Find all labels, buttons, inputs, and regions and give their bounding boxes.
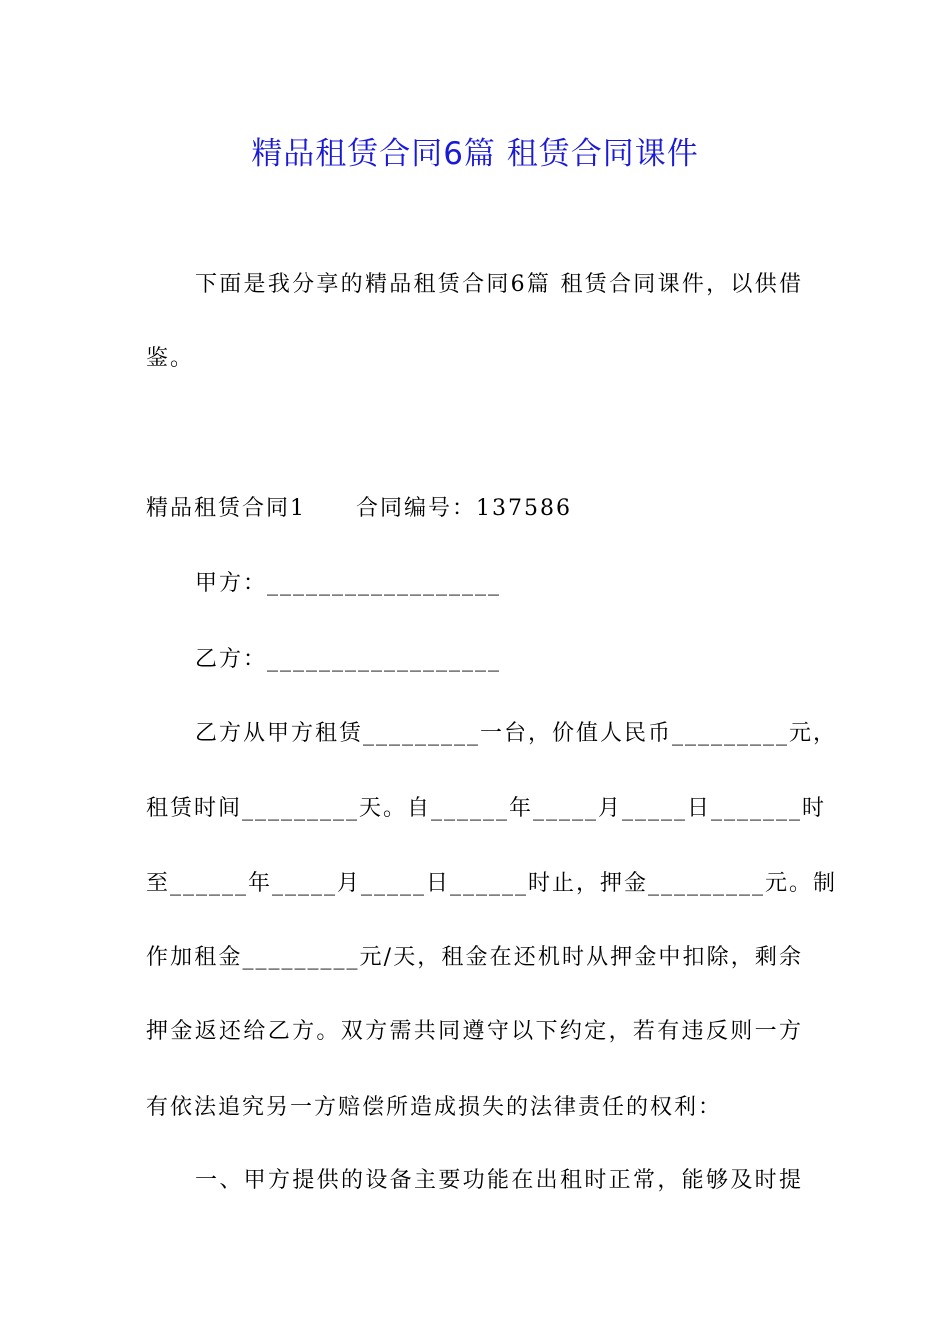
contract-body-line: 作加租金_________元/天，租金在还机时从押金中扣除，剩余 — [146, 945, 803, 970]
contract-body-line: 有依法追究另一方赔偿所造成损失的法律责任的权利： — [146, 1095, 723, 1120]
contract-name: 精品租赁合同1 — [146, 496, 306, 521]
contract-clause-1: 一、甲方提供的设备主要功能在出租时正常，能够及时提 — [195, 1168, 803, 1193]
intro-line-2: 鉴。 — [146, 346, 195, 371]
party-b-line: 乙方：__________________ — [195, 647, 502, 672]
party-a-line: 甲方：__________________ — [195, 571, 502, 596]
contract-body-line: 押金返还给乙方。双方需共同遵守以下约定，若有违反则一方 — [146, 1019, 803, 1044]
contract-body-line: 乙方从甲方租赁_________一台，价值人民币_________元， — [195, 721, 838, 746]
intro-line-1: 下面是我分享的精品租赁合同6篇 租赁合同课件，以供借 — [195, 272, 803, 297]
contract-number: 合同编号：137586 — [356, 496, 572, 521]
contract-body-line: 至______年_____月_____日______时止，押金_________元。制 — [146, 871, 838, 896]
contract-body-line: 租赁时间_________天。自______年_____月_____日_______时 — [146, 796, 827, 821]
document-title: 精品租赁合同6篇 租赁合同课件 — [251, 136, 699, 172]
contract-heading — [146, 494, 572, 524]
